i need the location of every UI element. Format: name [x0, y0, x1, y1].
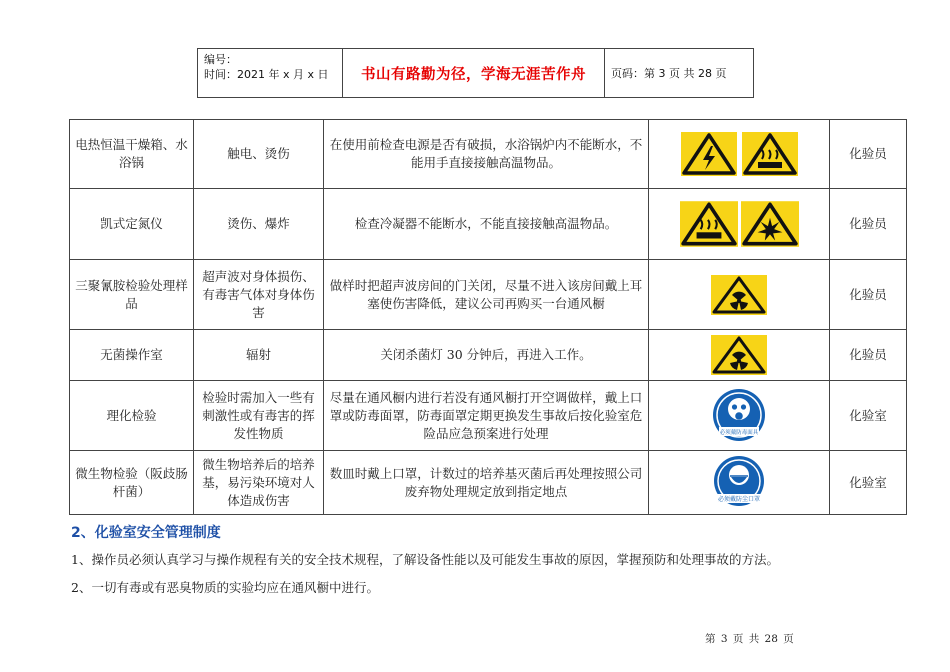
table-row [70, 381, 907, 451]
hot-surface-warning-icon [742, 132, 798, 176]
sign-cell [649, 451, 830, 515]
table-row [70, 120, 907, 189]
table-row [70, 451, 907, 515]
measure-cell: 检查冷凝器不能断水，不能直接接触高温物品。 [324, 189, 649, 260]
hazard-cell: 微生物培养后的培养基，易污染环境对人体造成伤害 [194, 451, 324, 515]
section-title: 2、化验室安全管理制度 [71, 525, 221, 541]
measure-cell: 做样时把超声波房间的门关闭，尽量不进入该房间戴上耳塞使伤害降低，建议公司再购买一台通风橱 [324, 260, 649, 330]
svg-text:必须戴防尘口罩: 必须戴防尘口罩 [717, 495, 761, 503]
measure-cell: 尽量在通风橱内进行若没有通风橱打开空调做样，戴上口罩或防毒面罩，防毒面罩定期更换发生事故后按化验室危险品应急预案进行处理 [324, 381, 649, 451]
measure-cell: 数皿时戴上口罩，计数过的培养基灭菌后再处理按照公司废弃物处理规定放到指定地点 [324, 451, 649, 515]
measure-cell: 关闭杀菌灯 30 分钟后，再进入工作。 [324, 330, 649, 381]
responsible-cell: 化验员 [830, 260, 907, 330]
sign-cell [649, 189, 830, 260]
page-footer: 第 3 页 共 28 页 [705, 633, 794, 645]
hazard-cell: 超声波对身体损伤、有毒害气体对身体伤害 [194, 260, 324, 330]
table-row [70, 260, 907, 330]
hot-surface-warning-icon [680, 201, 738, 247]
table-row [70, 330, 907, 381]
sign-cell [649, 381, 830, 451]
date-label: 时间：2021 年 x 月 x 日 [204, 68, 329, 81]
equipment-cell: 理化检验 [70, 381, 194, 451]
electric-shock-warning-icon [681, 132, 737, 176]
equipment-cell: 凯式定氮仪 [70, 189, 194, 260]
sign-cell [649, 330, 830, 381]
paragraph: 1、操作员必须认真学习与操作规程有关的安全技术规程，了解设备性能以及可能发生事故的原因，掌握预防和处理事故的方法。 [71, 552, 779, 567]
responsible-cell: 化验员 [830, 330, 907, 381]
equipment-cell: 无菌操作室 [70, 330, 194, 381]
header-info [198, 49, 343, 97]
equipment-cell: 三聚氰胺检验处理样品 [70, 260, 194, 330]
sign-cell [649, 120, 830, 189]
hazard-cell: 触电、烫伤 [194, 120, 324, 189]
responsible-cell: 化验室 [830, 451, 907, 515]
responsible-cell: 化验员 [830, 189, 907, 260]
dust-mask-mandatory-icon [706, 455, 772, 511]
header-motto: 书山有路勤为径，学海无涯苦作舟 [343, 49, 605, 97]
document-header [197, 48, 754, 98]
svg-text:必须戴防毒面具: 必须戴防毒面具 [719, 429, 759, 436]
sign-cell [649, 260, 830, 330]
measure-cell: 在使用前检查电源是否有破损，水浴锅炉内不能断水，不能用手直接接触高温物品。 [324, 120, 649, 189]
paragraph: 2、一切有毒或有恶臭物质的实验均应在通风橱中进行。 [71, 580, 379, 595]
header-page-number: 页码：第 3 页 共 28 页 [611, 67, 727, 80]
responsible-cell: 化验员 [830, 120, 907, 189]
equipment-cell: 电热恒温干燥箱、水浴锅 [70, 120, 194, 189]
radiation-warning-icon [711, 335, 767, 375]
table-row [70, 189, 907, 260]
equipment-cell: 微生物检验（阪歧肠杆菌） [70, 451, 194, 515]
hazard-cell: 辐射 [194, 330, 324, 381]
serial-number-label: 编号： [204, 53, 237, 66]
hazard-cell: 烫伤、爆炸 [194, 189, 324, 260]
explosion-warning-icon [741, 201, 799, 247]
hazard-cell: 检验时需加入一些有刺激性或有毒害的挥发性物质 [194, 381, 324, 451]
hazard-table [69, 119, 907, 515]
responsible-cell: 化验室 [830, 381, 907, 451]
radiation-warning-icon [711, 275, 767, 315]
gas-mask-mandatory-icon [711, 388, 767, 444]
